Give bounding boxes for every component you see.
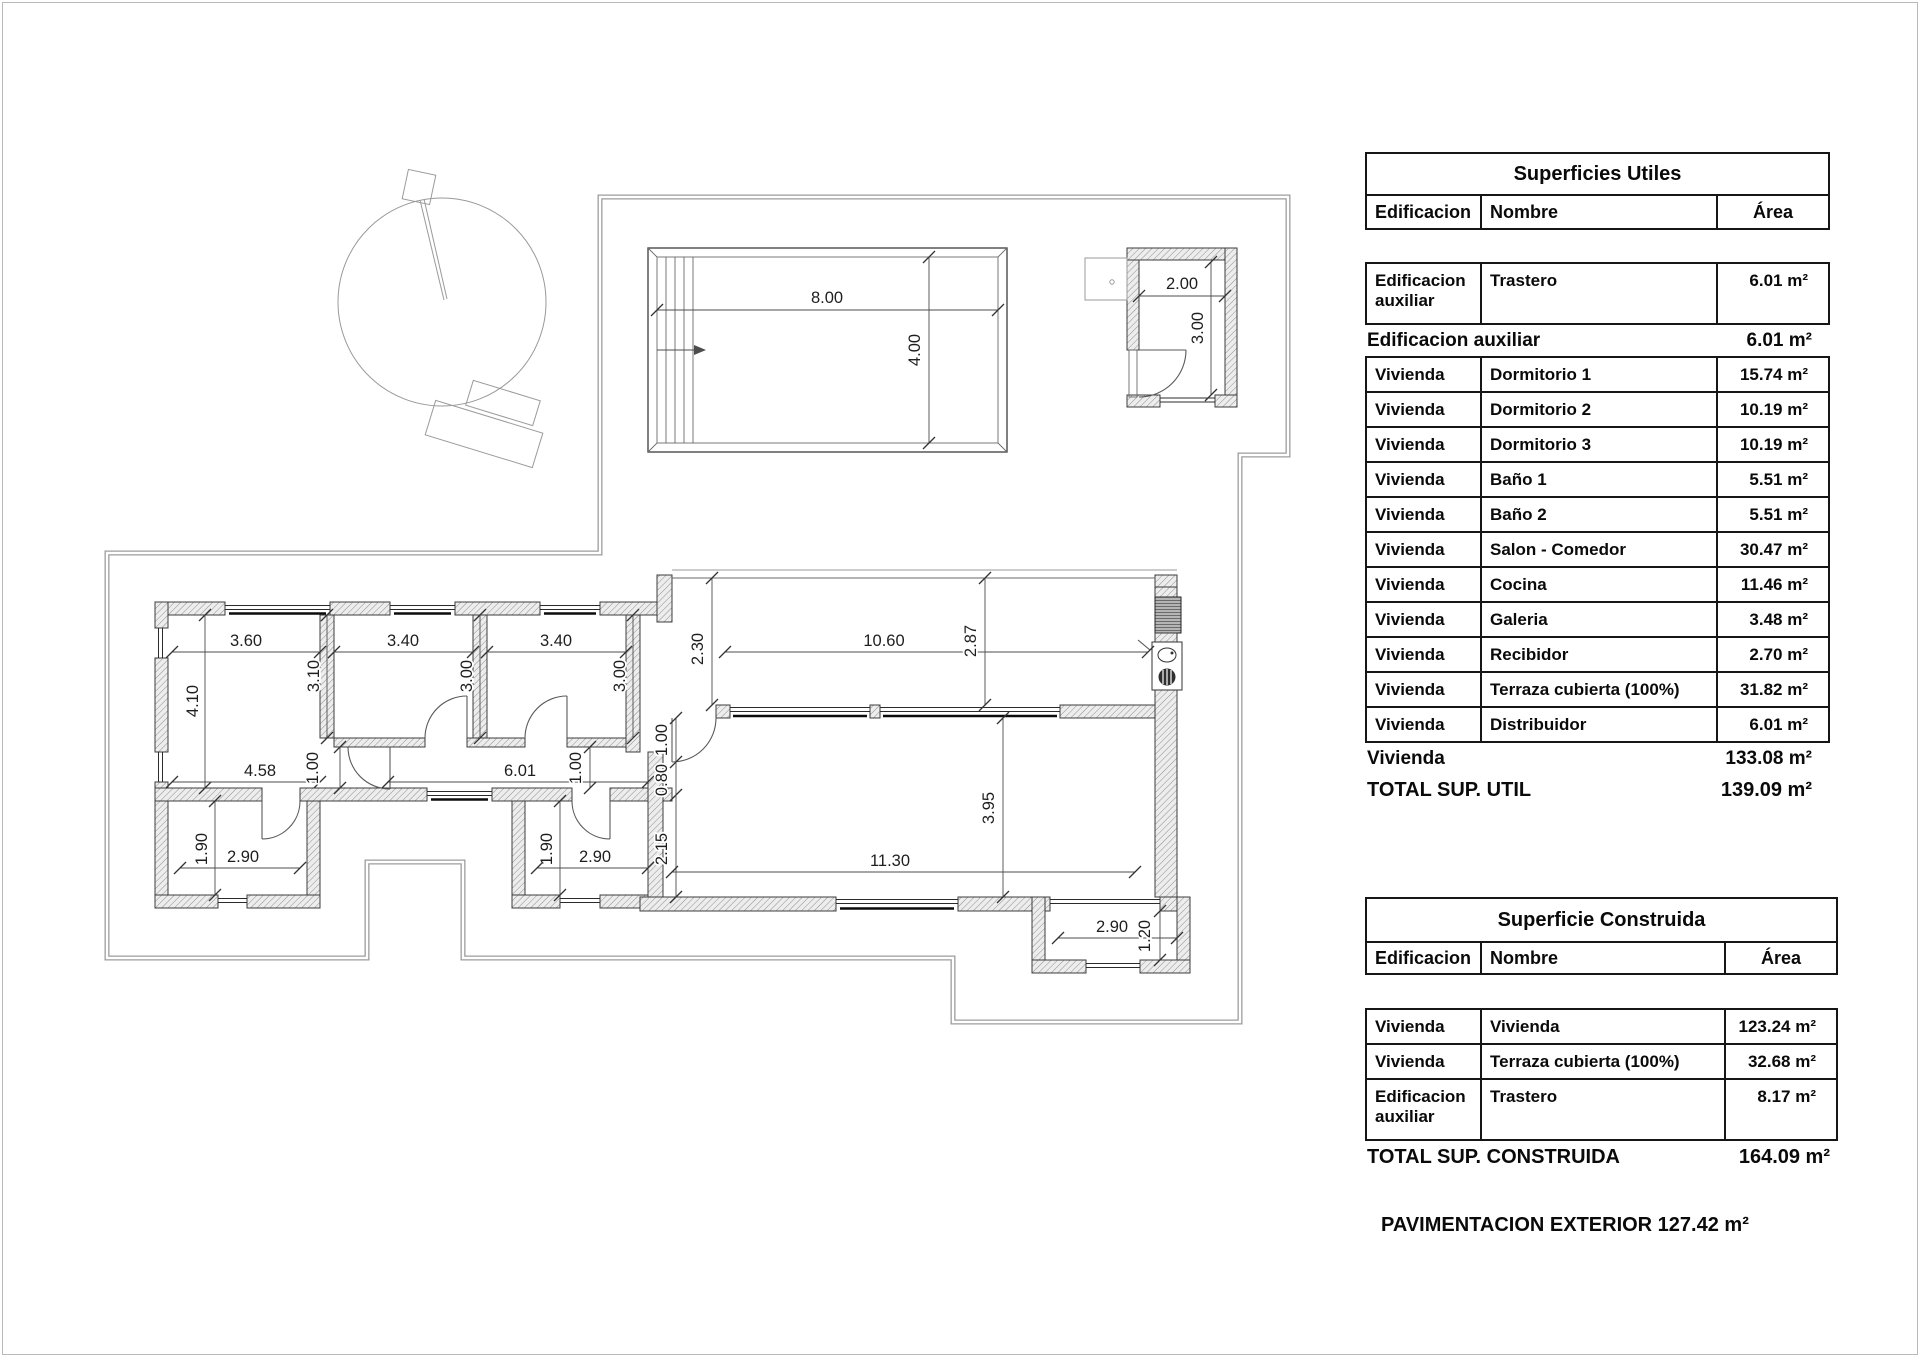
utiles-header <box>1365 152 1830 230</box>
table-row <box>1367 566 1828 601</box>
total-sup-construida <box>1365 1141 1838 1173</box>
cell-nombre: Baño 2 <box>1480 498 1716 531</box>
dim-label-100-left: 1.00 <box>304 751 322 785</box>
cell-area: 2.70 m² <box>1716 638 1828 671</box>
dim-label-215: 2.15 <box>653 832 671 866</box>
galeria-sink <box>1138 640 1182 690</box>
utiles-title: Superficies Utiles <box>1367 154 1828 196</box>
pool-dim-height <box>906 251 935 449</box>
cell-edificacion: Vivienda <box>1375 574 1445 594</box>
construida-title: Superficie Construida <box>1367 899 1836 943</box>
table-row <box>1367 1043 1836 1078</box>
table-row <box>1367 1010 1836 1043</box>
dim-label-trastero-height: 3.00 <box>1189 311 1207 345</box>
cell-nombre: Baño 1 <box>1480 463 1716 496</box>
door-entrance <box>672 718 716 762</box>
dim-label-porch-w: 2.90 <box>1095 918 1129 936</box>
cell-edificacion: Vivienda <box>1375 609 1445 629</box>
pool-dim-width <box>651 289 1004 316</box>
trastero-building <box>1085 248 1237 407</box>
cell-nombre: Terraza cubierta (100%) <box>1480 673 1716 706</box>
pavimentacion-exterior-note: PAVIMENTACION EXTERIOR 127.42 m² <box>1381 1214 1749 1236</box>
subtotal-vivienda <box>1365 743 1830 774</box>
cell-edificacion: Vivienda <box>1375 679 1445 699</box>
dim-label-100-mid: 1.00 <box>567 751 585 785</box>
cell-edificacion: Vivienda <box>1375 434 1445 454</box>
cell-area: 5.51 m² <box>1716 463 1828 496</box>
cell-edificacion: Vivienda <box>1375 399 1445 419</box>
door-bath2 <box>572 801 610 839</box>
cell-area: 123.24 m² <box>1724 1010 1836 1043</box>
cell-area: 5.51 m² <box>1716 498 1828 531</box>
table-row <box>1367 461 1828 496</box>
cell-nombre: Distribuidor <box>1480 708 1716 741</box>
table-row <box>1367 601 1828 636</box>
dim-label-dorm2-d: 3.00 <box>458 659 476 693</box>
garden-bench <box>466 380 541 425</box>
cell-edificacion: Vivienda <box>1375 469 1445 489</box>
cell-area: 11.46 m² <box>1716 568 1828 601</box>
cell-edificacion: Vivienda <box>1375 504 1445 524</box>
total-sup-util <box>1365 774 1830 806</box>
subtotal-area: 133.08 m² <box>1725 748 1812 769</box>
cell-nombre: Recibidor <box>1480 638 1716 671</box>
total-area: 139.09 m² <box>1720 779 1812 801</box>
dim-label-dorm2-w: 3.40 <box>386 632 420 650</box>
subtotal-edificacion-auxiliar <box>1365 325 1830 356</box>
window <box>225 606 600 614</box>
cell-edificacion: Edificacion auxiliar <box>1375 271 1466 310</box>
kitchen-appliance <box>1155 597 1181 633</box>
cell-area: 30.47 m² <box>1716 533 1828 566</box>
dim-label-dorm3-w: 3.40 <box>539 632 573 650</box>
col-header-nombre: Nombre <box>1480 196 1716 228</box>
cell-area: 6.01 m² <box>1716 264 1828 323</box>
subtotal-area: 6.01 m² <box>1746 330 1812 351</box>
tree <box>338 169 546 467</box>
cell-nombre: Dormitorio 3 <box>1480 428 1716 461</box>
cell-area: 31.82 m² <box>1716 673 1828 706</box>
table-superficies-utiles <box>1365 152 1830 806</box>
dim-label-bath1-w: 2.90 <box>226 848 260 866</box>
trastero-dim-width <box>1133 275 1231 302</box>
dim-label-hall-w: 2.30 <box>689 632 707 666</box>
dim-label-terraza-w: 10.60 <box>863 632 905 650</box>
total-area: 164.09 m² <box>1738 1146 1830 1168</box>
table-row <box>1367 426 1828 461</box>
cell-nombre: Cocina <box>1480 568 1716 601</box>
table-row <box>1367 391 1828 426</box>
cell-area: 10.19 m² <box>1716 393 1828 426</box>
cell-nombre: Dormitorio 1 <box>1480 358 1716 391</box>
dim-label-458: 4.58 <box>243 762 277 780</box>
dim-label-terraza-d: 2.87 <box>962 624 980 658</box>
table-row <box>1367 496 1828 531</box>
dim-label-porch-d: 1.20 <box>1136 919 1154 953</box>
door-dormitorio1 <box>348 747 390 789</box>
dim-label-pool-height: 4.00 <box>906 333 924 367</box>
table-row <box>1367 671 1828 706</box>
cell-edificacion: Edificacion auxiliar <box>1375 1087 1466 1126</box>
dim-label-bath1-d: 1.90 <box>193 832 211 866</box>
total-label: TOTAL SUP. CONSTRUIDA <box>1367 1146 1620 1168</box>
construida-header <box>1365 897 1838 975</box>
cell-area: 6.01 m² <box>1716 708 1828 741</box>
dim-label-pool-width: 8.00 <box>810 289 844 307</box>
cell-edificacion: Vivienda <box>1375 644 1445 664</box>
ac-unit <box>1085 258 1127 300</box>
col-header-nombre: Nombre <box>1480 943 1724 973</box>
table-superficie-construida <box>1365 897 1838 1173</box>
table-row <box>1367 531 1828 566</box>
dim-label-bath2-d: 1.90 <box>538 832 556 866</box>
cell-nombre: Vivienda <box>1480 1010 1724 1043</box>
dim-label-100-hall: 1.00 <box>653 723 671 757</box>
trastero-door <box>1129 350 1186 397</box>
col-header-edificacion: Edificacion <box>1375 201 1472 222</box>
cell-nombre: Terraza cubierta (100%) <box>1480 1045 1724 1078</box>
dim-label-salon-w: 11.30 <box>869 852 911 870</box>
dim-label-310: 3.10 <box>305 659 323 693</box>
dim-label-salon-d: 3.95 <box>980 791 998 825</box>
subtotal-label: Edificacion auxiliar <box>1367 330 1541 351</box>
table-row <box>1367 706 1828 741</box>
subtotal-label: Vivienda <box>1367 748 1445 769</box>
dim-label-trastero-width: 2.00 <box>1165 275 1199 293</box>
dim-label-bath2-w: 2.90 <box>578 848 612 866</box>
door-bath1 <box>262 801 300 839</box>
cell-edificacion: Vivienda <box>1375 714 1445 734</box>
table-row <box>1367 636 1828 671</box>
col-header-area: Área <box>1724 943 1836 973</box>
swimming-pool <box>648 248 1007 452</box>
cell-nombre: Galeria <box>1480 603 1716 636</box>
table-row <box>1367 1078 1836 1139</box>
utiles-vivienda-rows <box>1365 356 1830 743</box>
dim-label-dorm1-d: 4.10 <box>184 684 202 718</box>
col-header-area: Área <box>1716 196 1828 228</box>
cell-nombre: Trastero <box>1480 264 1716 323</box>
cell-area: 10.19 m² <box>1716 428 1828 461</box>
cell-edificacion: Vivienda <box>1375 1016 1445 1036</box>
cell-edificacion: Vivienda <box>1375 539 1445 559</box>
cell-area: 15.74 m² <box>1716 358 1828 391</box>
dim-label-dorm3-d: 3.00 <box>611 659 629 693</box>
door-dormitorio2 <box>425 696 467 738</box>
col-header-edificacion: Edificacion <box>1375 947 1472 968</box>
cell-edificacion: Vivienda <box>1375 364 1445 384</box>
door-dormitorio3 <box>525 696 567 738</box>
cell-nombre: Trastero <box>1480 1080 1724 1139</box>
cell-nombre: Salon - Comedor <box>1480 533 1716 566</box>
cell-nombre: Dormitorio 2 <box>1480 393 1716 426</box>
table-row <box>1367 264 1828 323</box>
total-label: TOTAL SUP. UTIL <box>1367 779 1532 801</box>
cell-area: 8.17 m² <box>1724 1080 1836 1139</box>
cell-area: 32.68 m² <box>1724 1045 1836 1078</box>
cell-edificacion: Vivienda <box>1375 1051 1445 1071</box>
pool-arrow <box>694 345 706 355</box>
dim-label-080: 0.80 <box>653 763 671 797</box>
dim-label-dorm1-w: 3.60 <box>229 632 263 650</box>
cell-area: 3.48 m² <box>1716 603 1828 636</box>
table-row <box>1367 358 1828 391</box>
dim-label-601: 6.01 <box>503 762 537 780</box>
